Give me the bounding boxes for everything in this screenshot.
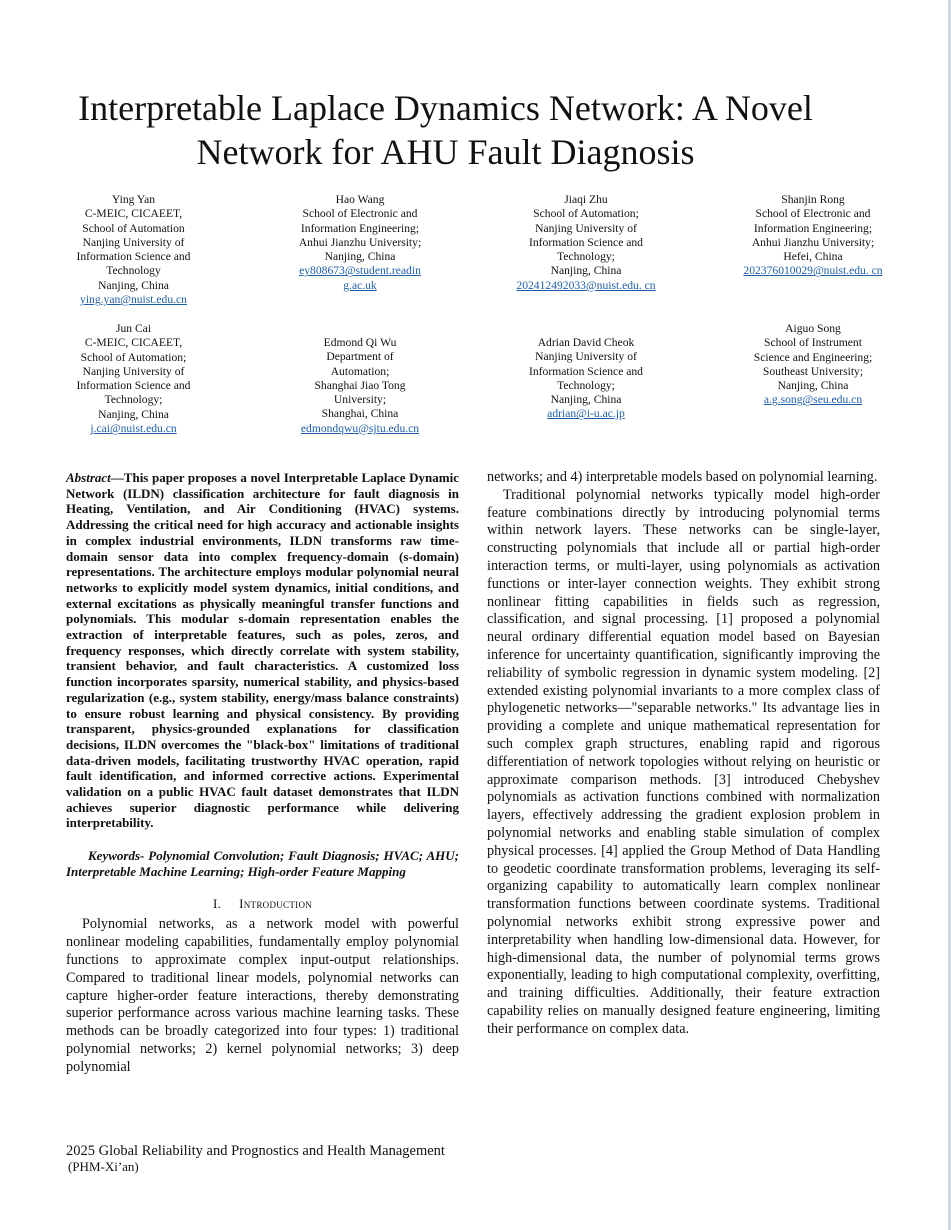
affiliation-line: Information Engineering; — [300, 221, 420, 235]
author-email-link[interactable]: adrian@i-u.ac.jp — [547, 407, 625, 421]
affiliation-line: Southeast University; — [762, 364, 864, 378]
author-name: Aiguo Song — [785, 322, 841, 335]
section-heading — [66, 895, 459, 913]
affiliation-line: Nanjing, China — [98, 278, 169, 292]
author-block — [290, 193, 430, 293]
affiliation-line: Information Science and — [529, 235, 643, 249]
affiliation-line: Technology — [106, 264, 161, 278]
affiliation-line: Nanjing, China — [324, 250, 396, 264]
keywords: Keywords- Polynomial Convolution; Fault Diagnosis; HVAC; AHU; Interpretable Machine Learning; High-order Feature Mapping — [66, 848, 459, 879]
abstract-lead: Abstract — [66, 470, 111, 485]
right-column — [487, 469, 880, 1039]
author-name: Hao Wang — [335, 193, 385, 206]
author-email-link[interactable]: edmondqwu@sjtu.edu.cn — [300, 421, 420, 435]
author-block — [66, 193, 201, 307]
affiliation-line: Hefei, China — [783, 250, 843, 264]
affiliation-line: Information Engineering; — [753, 221, 873, 235]
author-block — [290, 336, 430, 436]
footer-line: 2025 Global Reliability and Prognostics and Health Management — [66, 1143, 445, 1159]
affiliation-line: Nanjing, China — [98, 407, 169, 421]
conference-footer — [66, 1143, 486, 1175]
affiliation-line: Nanjing University of — [82, 364, 185, 378]
author-name: Shanjin Rong — [781, 193, 845, 206]
affiliation-line: School of Automation — [82, 221, 185, 235]
author-email-link[interactable]: 202376010029@nuist.edu. cn — [743, 264, 883, 278]
affiliation-line: Nanjing, China — [777, 379, 849, 393]
affiliation-line: Technology; — [104, 393, 163, 407]
author-name: Jiaqi Zhu — [564, 193, 608, 206]
abstract-text: —This paper proposes a novel Interpretable Laplace Dynamic Network (ILDN) classification architecture for fault diagnosis in Heating, Ventilation, and Air Conditioning (HVAC) systems. Addressing the critical need for high accuracy and actionable insights in complex industrial environments, ILDN transforms raw time-domain sensor data into complex frequency-domain (s-domain) representations. The architecture employs modular polynomial neural networks to explicitly model system dynamics, initial conditions, and external excitations as physically meaningful transfer functions and polynomials. This modular s-domain representation enables the extraction of interpretable features, such as poles, zeros, and frequency responses, which directly correlate with system stability, transient behavior, and fault characteristics. A customized loss function incorporates sparsity, numerical stability, and physics-based regularization (e.g., system stability, energy/mass balance constraints) to ensure robust learning and physical consistency. By providing transparent, physics-grounded explanations for classification decisions, ILDN overcomes the "black-box" limitations of traditional data-driven models, facilitating trustworthy HVAC operation, rapid fault identification, and informed corrective actions. Experimental validation on a public HVAC fault dataset demonstrates that ILDN achieves superior diagnostic performance while delivering interpretability. — [66, 470, 459, 831]
affiliation-line: Technology; — [557, 378, 615, 392]
affiliation-line: School of Automation; — [533, 207, 639, 221]
body-paragraph: Polynomial networks, as a network model with powerful nonlinear modeling capabilities, fundamentally employ polynomial functions to approximate complex input-output relationships. Compared to traditional linear models, polynomial networks can capture higher-order feature interactions, thereby demonstrating superior performance across various machine learning tasks. These methods can be broadly categorized into four types: 1) traditional polynomial networks; 2) kernel polynomial networks; 3) deep polynomial — [66, 916, 459, 1075]
affiliation-line: Anhui Jianzhu University; — [298, 235, 422, 249]
affiliation-line: Automation; — [330, 364, 390, 378]
affiliation-line: Department of — [326, 350, 394, 364]
affiliation-line: Shanghai, China — [321, 407, 399, 421]
affiliation-line: Nanjing, China — [550, 393, 622, 407]
author-name: Edmond Qi Wu — [323, 336, 397, 349]
affiliation-line: Information Science and — [76, 250, 191, 264]
affiliation-line: Anhui Jianzhu University; — [751, 235, 875, 249]
affiliation-line: Nanjing, China — [550, 264, 622, 278]
author-name: Ying Yan — [111, 193, 156, 206]
body-paragraph: Traditional polynomial networks typically model high-order feature combinations directly by introducing polynomial terms within network layers. These networks can be single-layer, constructing polynomials that include all or partial high-order interaction terms, or multi-layer, using polynomials as activation functions or inter-layer connection weights. They exhibit strong nonlinear fitting capabilities in fields such as regression, classification, and signal processing. [1] proposed a polynomial neural ordinary differential equation model based on Bayesian inference for uncertainty quantification, significantly improving the reliability of symbolic regression in dynamic system modeling. [2] extended existing polynomial invariants to a more complex class of phylogenetic networks—"separable networks." Its advantage lies in providing a complete and unique mathematical representation for such complex graph structures, enabling rapid and rigorous differentiation of network topologies without relying on heuristic or approximate comparison methods. [3] introduced Chebyshev polynomials as activation functions combined with normalization layers, effectively addressing the gradient explosion problem in polynomial networks and enabling stable simulation of complex physical processes. [4] applied the Group Method of Data Handling to geodetic coordinate transformation problems, leveraging its self-organizing capability to automatically learn complex nonlinear transformation functions between coordinate systems. Traditional polynomial networks exhibit strong expressive power and interpretability when handling low-dimensional data. However, for high-dimensional data, the number of polynomial terms grows exponentially, leading to high computational complexity, overfitting, and training difficulties. Additionally, their feature extraction capability relies on manually designed feature engineering, limiting their performance on complex data. — [487, 486, 880, 1037]
author-block — [515, 336, 657, 422]
affiliation-line: C-MEIC, CICAEET, — [84, 207, 183, 221]
section-number: I. — [212, 895, 222, 911]
affiliation-line: School of Electronic and — [755, 207, 871, 221]
affiliation-line: Technology; — [557, 250, 615, 264]
affiliation-line: C-MEIC, CICAEET, — [84, 336, 183, 350]
author-email-link[interactable]: ying.yan@nuist.edu.cn — [80, 293, 187, 307]
author-block — [742, 193, 884, 279]
affiliation-line: University; — [333, 393, 387, 407]
affiliation-line: Information Science and — [529, 364, 643, 378]
author-name: Jun Cai — [115, 322, 152, 335]
affiliation-line: School of Electronic and — [302, 207, 418, 221]
author-email-link[interactable]: a.g.song@seu.edu.cn — [763, 393, 863, 407]
author-block — [742, 322, 884, 408]
left-column — [66, 470, 459, 1077]
affiliation-line: Science and Engineering; — [753, 350, 873, 364]
affiliation-line: Nanjing University of — [535, 221, 637, 235]
affiliation-line: Shanghai Jiao Tong — [314, 378, 406, 392]
author-email-link[interactable]: j.cai@nuist.edu.cn — [90, 422, 177, 436]
author-name: Adrian David Cheok — [537, 336, 635, 349]
affiliation-line: Information Science and — [76, 379, 191, 393]
footer-line: (PHM-Xi’an) — [68, 1159, 139, 1174]
author-block — [515, 193, 657, 293]
paper-title: Interpretable Laplace Dynamics Network: A Novel Network for AHU Fault Diagnosis — [78, 88, 813, 172]
author-block — [66, 322, 201, 436]
author-email-link[interactable]: 202412492033@nuist.edu. cn — [516, 278, 656, 292]
affiliation-line: School of Automation; — [80, 350, 187, 364]
affiliation-line: School of Instrument — [764, 336, 862, 350]
author-email-link[interactable]: ey808673@student.readin g.ac.uk — [299, 264, 421, 292]
abstract — [66, 470, 459, 831]
affiliation-line: Nanjing University of — [535, 350, 637, 364]
body-paragraph-continued: networks; and 4) interpretable models based on polynomial learning. — [487, 469, 878, 485]
section-title: Introduction — [239, 895, 313, 911]
affiliation-line: Nanjing University of — [82, 235, 185, 249]
